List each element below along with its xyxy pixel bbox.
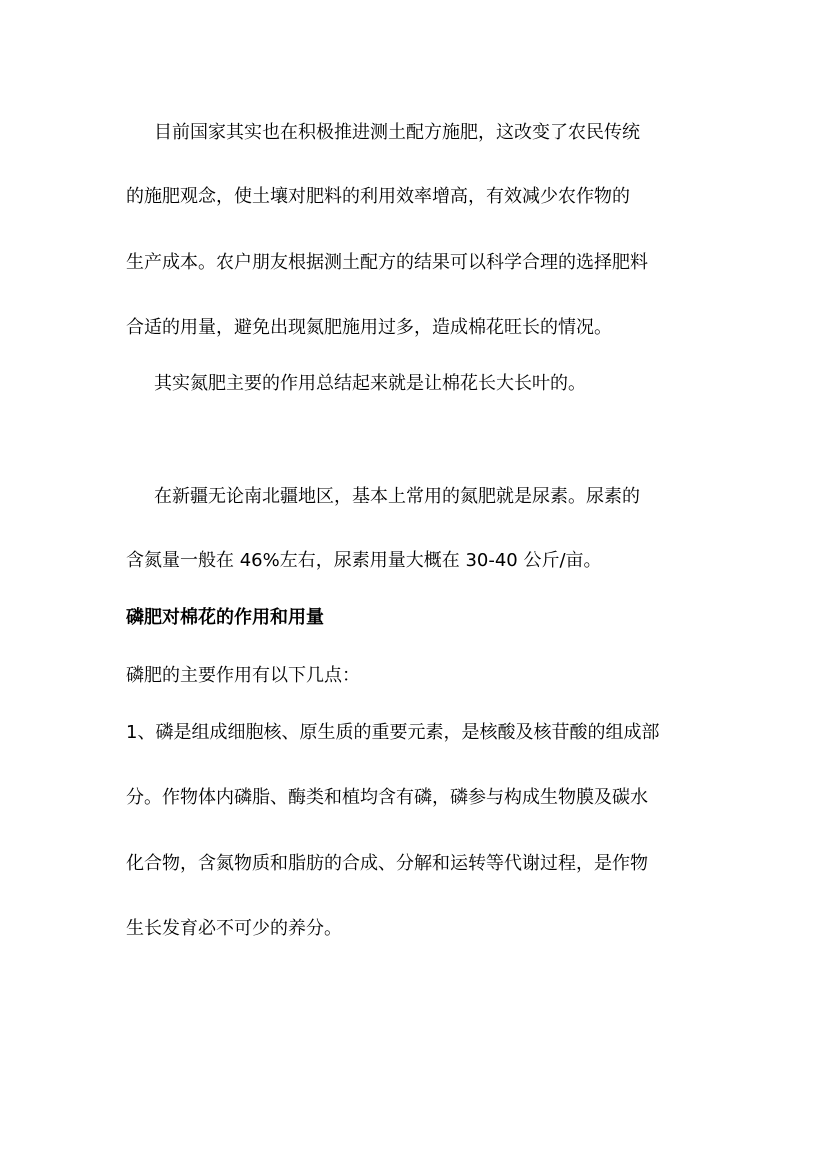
paragraph-3-line-1: 在新疆无论南北疆地区，基本上常用的氮肥就是尿素。尿素的	[154, 486, 640, 507]
point-1-line-1: 1、磷是组成细胞核、原生质的重要元素，是核酸及核苷酸的组成部	[126, 722, 660, 743]
point-1-line-3: 化合物，含氮物质和脂肪的合成、分解和运转等代谢过程，是作物	[126, 853, 648, 874]
paragraph-1-line-2: 的施肥观念，使土壤对肥料的利用效率增高，有效减少农作物的	[126, 186, 630, 207]
point-1-line-2: 分。作物体内磷脂、酶类和植均含有磷，磷参与构成生物膜及碳水	[126, 787, 648, 808]
intro-text: 磷肥的主要作用有以下几点：	[126, 665, 360, 686]
paragraph-1-line-4: 合适的用量，避免出现氮肥施用过多，造成棉花旺长的情况。	[126, 317, 612, 338]
paragraph-1-line-3: 生产成本。农户朋友根据测土配方的结果可以科学合理的选择肥料	[126, 252, 648, 273]
paragraph-2-line-1: 其实氮肥主要的作用总结起来就是让棉花长大长叶的。	[154, 373, 586, 394]
paragraph-3-line-2: 含氮量一般在 46%左右，尿素用量大概在 30-40 公斤/亩。	[126, 550, 602, 571]
paragraph-1-line-1: 目前国家其实也在积极推进测土配方施肥，这改变了农民传统	[154, 122, 640, 143]
section-heading: 磷肥对棉花的作用和用量	[126, 607, 324, 628]
point-1-line-4: 生长发育必不可少的养分。	[126, 918, 342, 939]
